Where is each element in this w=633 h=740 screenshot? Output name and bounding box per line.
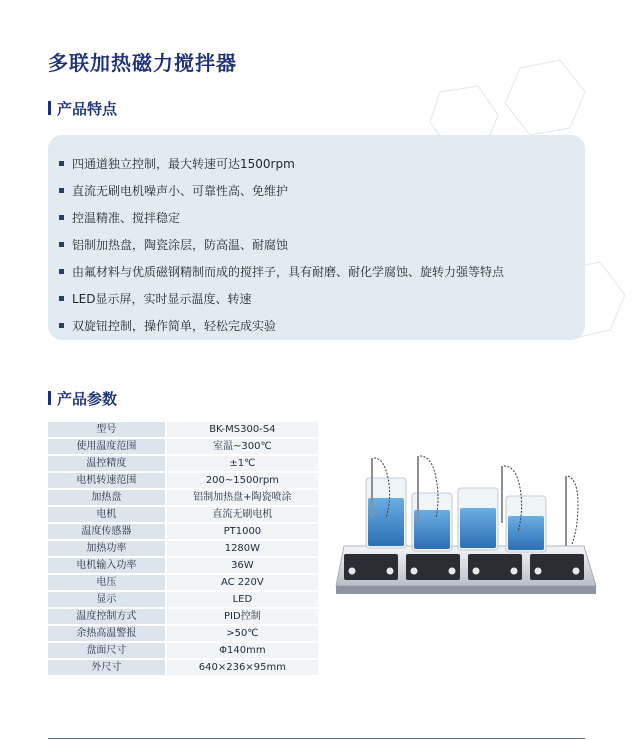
param-key: 加热功率 — [48, 540, 166, 557]
param-key: 电机转速范围 — [48, 472, 166, 489]
heading-bar — [48, 101, 51, 115]
params-table — [48, 422, 318, 677]
feature-item — [59, 312, 504, 339]
features-heading — [48, 98, 117, 119]
table-row — [48, 506, 318, 523]
feature-text: 控温精准、搅拌稳定 — [72, 211, 181, 225]
param-value: 640×236×95mm — [166, 659, 318, 676]
param-key: 温度控制方式 — [48, 608, 166, 625]
param-value: ±1℃ — [166, 455, 318, 472]
param-value: 直流无刷电机 — [166, 506, 318, 523]
table-row — [48, 422, 318, 438]
bullet-icon — [59, 215, 64, 220]
param-value: 200~1500rpm — [166, 472, 318, 489]
table-row — [48, 523, 318, 540]
param-key: 外尺寸 — [48, 659, 166, 676]
features-list — [59, 150, 504, 339]
params-heading — [48, 388, 117, 409]
param-key: 电机 — [48, 506, 166, 523]
param-key: 温度传感器 — [48, 523, 166, 540]
param-key: 使用温度范围 — [48, 438, 166, 455]
param-value: 铝制加热盘+陶瓷喷涂 — [166, 489, 318, 506]
heading-bar — [48, 391, 51, 405]
param-key: 加热盘 — [48, 489, 166, 506]
features-heading-text: 产品特点 — [57, 100, 118, 118]
table-row — [48, 489, 318, 506]
param-value: 1280W — [166, 540, 318, 557]
param-value: >50℃ — [166, 625, 318, 642]
bullet-icon — [59, 242, 64, 247]
page-title: 多联加热磁力搅拌器 — [48, 51, 237, 75]
feature-item — [59, 177, 504, 204]
params-heading-text: 产品参数 — [57, 390, 118, 408]
param-value: Φ140mm — [166, 642, 318, 659]
param-value: LED — [166, 591, 318, 608]
param-value: PID控制 — [166, 608, 318, 625]
table-row — [48, 472, 318, 489]
feature-text: 直流无刷电机噪声小、可靠性高、免维护 — [72, 184, 289, 198]
table-row — [48, 455, 318, 472]
table-row — [48, 642, 318, 659]
feature-item — [59, 231, 504, 258]
table-row — [48, 625, 318, 642]
feature-item — [59, 258, 504, 285]
bullet-icon — [59, 296, 64, 301]
table-row — [48, 438, 318, 455]
feature-text: 铝制加热盘，陶瓷涂层，防高温、耐腐蚀 — [72, 238, 289, 252]
feature-text: 双旋钮控制，操作简单，轻松完成实验 — [72, 319, 277, 333]
table-row — [48, 557, 318, 574]
param-key: 型号 — [48, 422, 166, 438]
magnetic-stirrer-photo — [334, 438, 599, 613]
param-value: BK-MS300-S4 — [166, 422, 318, 438]
footer-divider — [48, 738, 585, 739]
bullet-icon — [59, 323, 64, 328]
param-key: 显示 — [48, 591, 166, 608]
bullet-icon — [59, 161, 64, 166]
feature-item — [59, 150, 504, 177]
table-row — [48, 608, 318, 625]
param-value: AC 220V — [166, 574, 318, 591]
feature-text: LED显示屏，实时显示温度、转速 — [72, 292, 252, 306]
feature-item — [59, 204, 504, 231]
bullet-icon — [59, 188, 64, 193]
param-key: 电压 — [48, 574, 166, 591]
feature-text: 由氟材料与优质磁钢精制而成的搅拌子，具有耐磨、耐化学腐蚀、旋转力强等特点 — [72, 265, 505, 279]
table-row — [48, 574, 318, 591]
feature-item — [59, 285, 504, 312]
table-row — [48, 591, 318, 608]
param-value: 36W — [166, 557, 318, 574]
param-value: PT1000 — [166, 523, 318, 540]
param-value: 室温~300℃ — [166, 438, 318, 455]
bullet-icon — [59, 269, 64, 274]
param-key: 电机输入功率 — [48, 557, 166, 574]
feature-text: 四通道独立控制，最大转速可达1500rpm — [72, 157, 295, 171]
table-row — [48, 659, 318, 676]
param-key: 余热高温警报 — [48, 625, 166, 642]
param-key: 温控精度 — [48, 455, 166, 472]
param-key: 盘面尺寸 — [48, 642, 166, 659]
table-row — [48, 540, 318, 557]
